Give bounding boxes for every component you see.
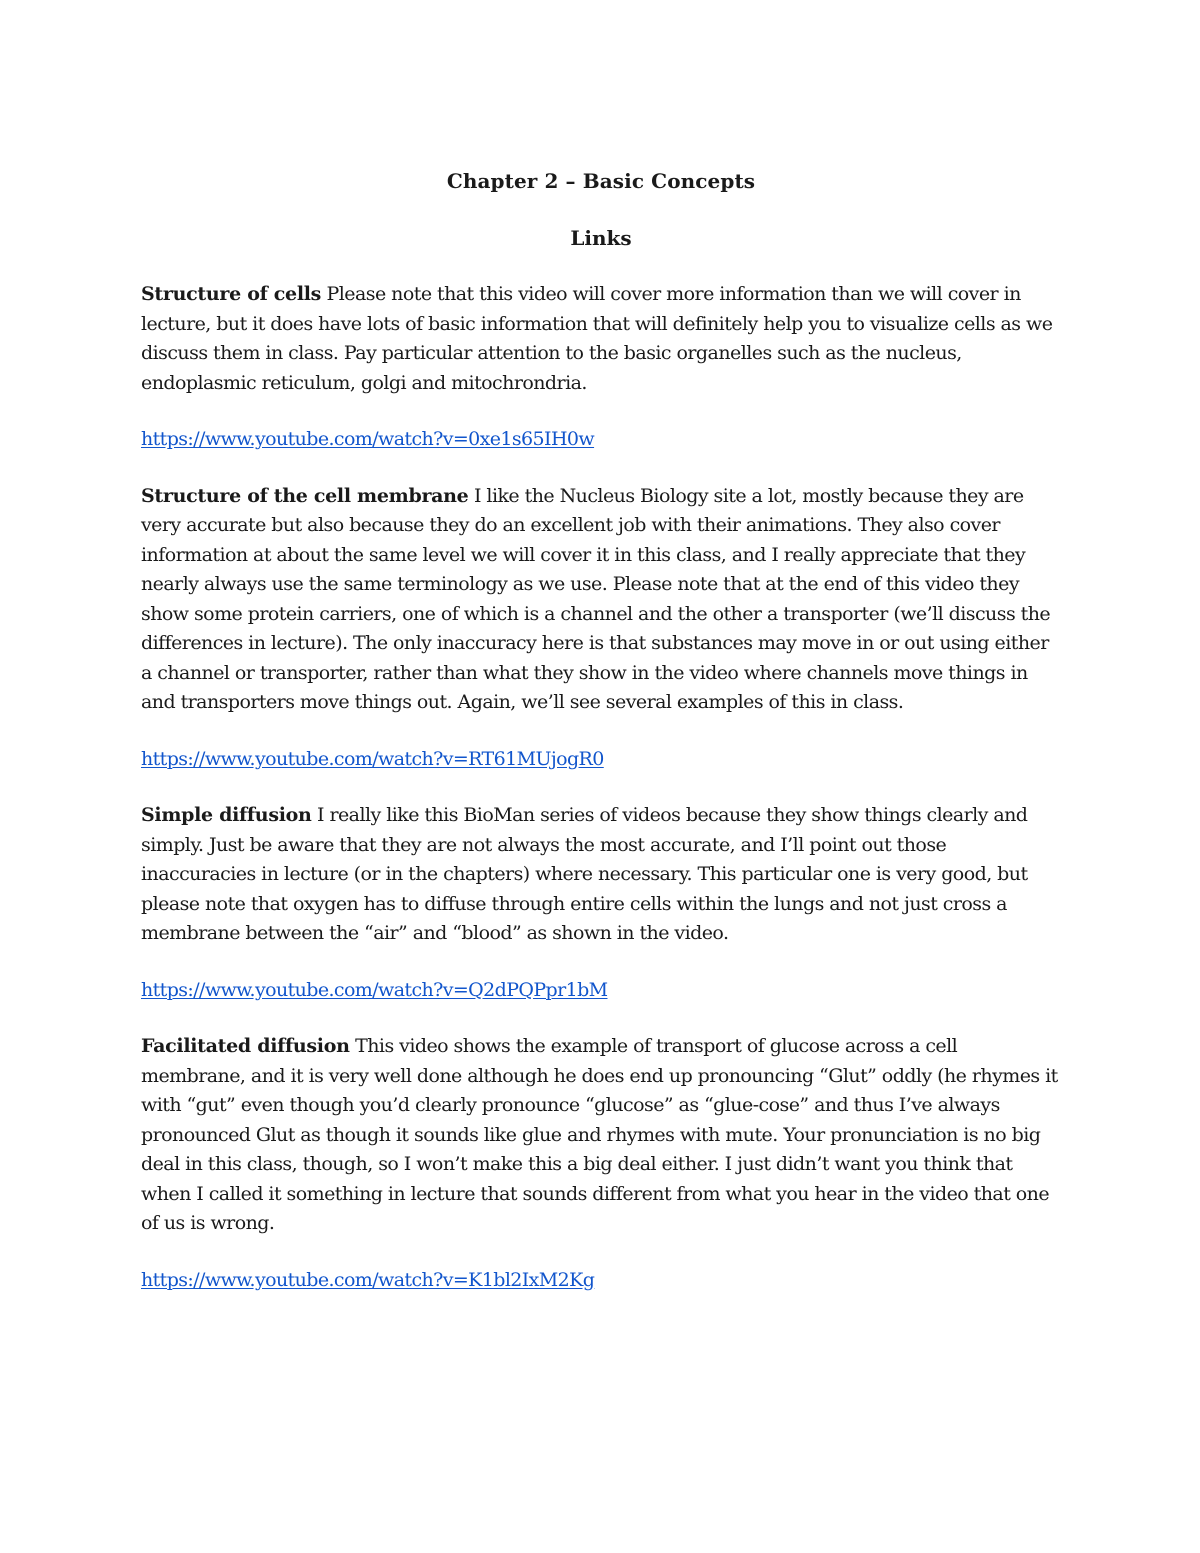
section-link-line xyxy=(141,1266,1061,1296)
section-link-line xyxy=(141,425,1061,455)
section-heading: Structure of the cell membrane xyxy=(141,484,469,507)
section-paragraph xyxy=(141,1032,1061,1239)
video-link[interactable]: https://www.youtube.com/watch?v=0xe1s65IH0w xyxy=(141,428,595,450)
document-page xyxy=(141,160,1061,1295)
section-heading: Structure of cells xyxy=(141,283,322,305)
video-link[interactable]: https://www.youtube.com/watch?v=K1bl2IxM2Kg xyxy=(141,1268,595,1291)
section-body: Please note that this video will cover more information than we will cover in lecture, but it does have lots of basic information that will definitely help you to visualize cells as we discuss them in class. Pay particular attention to the basic organelles such as the nucleus, endoplasmic reticulum, golgi and mitochrondria. xyxy=(141,283,1053,394)
section-body: I really like this BioMan series of videos because they show things clearly and simply. Just be aware that they are not always the most accurate, and I’ll point out those inaccuracies in lecture (or in the chapters) where necessary. This particular one is very good, but please note that oxygen has to diffuse through entire cells within the lungs and not just cross a membrane between the “air” and “blood” as shown in the video. xyxy=(141,804,1028,944)
document-subtitle: Links xyxy=(570,226,632,250)
video-link[interactable]: https://www.youtube.com/watch?v=RT61MUjogR0 xyxy=(141,747,604,770)
video-link[interactable]: https://www.youtube.com/watch?v=Q2dPQPpr1bM xyxy=(141,978,608,1001)
section-body: I like the Nucleus Biology site a lot, mostly because they are very accurate but also because they do an excellent job with their animations. They also cover information at about the same level we will cover it in this class, and I really appreciate that they nearly always use the same terminology as we use. Please note that at the end of this video they show some protein carriers, one of which is a channel and the other a transporter (we’ll discuss the differences in lecture). The only inaccuracy here is that substances may move in or out using either a channel or transporter, rather than what they show in the video where channels move things in and transporters move things out. Again, we’ll see several examples of this in class. xyxy=(141,484,1051,713)
section-paragraph xyxy=(141,280,1061,398)
section-heading: Facilitated diffusion xyxy=(141,1035,350,1057)
section-link-line xyxy=(141,745,1061,775)
section-heading: Simple diffusion xyxy=(141,804,312,826)
section-paragraph xyxy=(141,801,1061,949)
section-structure-of-cell-membrane xyxy=(141,482,1061,775)
section-paragraph xyxy=(141,482,1061,718)
document-title: Chapter 2 – Basic Concepts xyxy=(446,169,756,193)
section-facilitated-diffusion xyxy=(141,1032,1061,1295)
section-structure-of-cells xyxy=(141,280,1061,455)
section-link-line xyxy=(141,976,1061,1006)
section-body: This video shows the example of transport of glucose across a cell membrane, and it is very well done although he does end up pronouncing “Glut” oddly (he rhymes it with “gut” even though you’d clearly pronounce “glucose” as “glue-cose” and thus I’ve always pronounced Glut as though it sounds like glue and rhymes with mute. Your pronunciation is no big deal in this class, though, so I won’t make this a big deal either. I just didn’t want you think that when I called it something in lecture that sounds different from what you hear in the video that one of us is wrong. xyxy=(141,1035,1058,1234)
section-simple-diffusion xyxy=(141,801,1061,1005)
